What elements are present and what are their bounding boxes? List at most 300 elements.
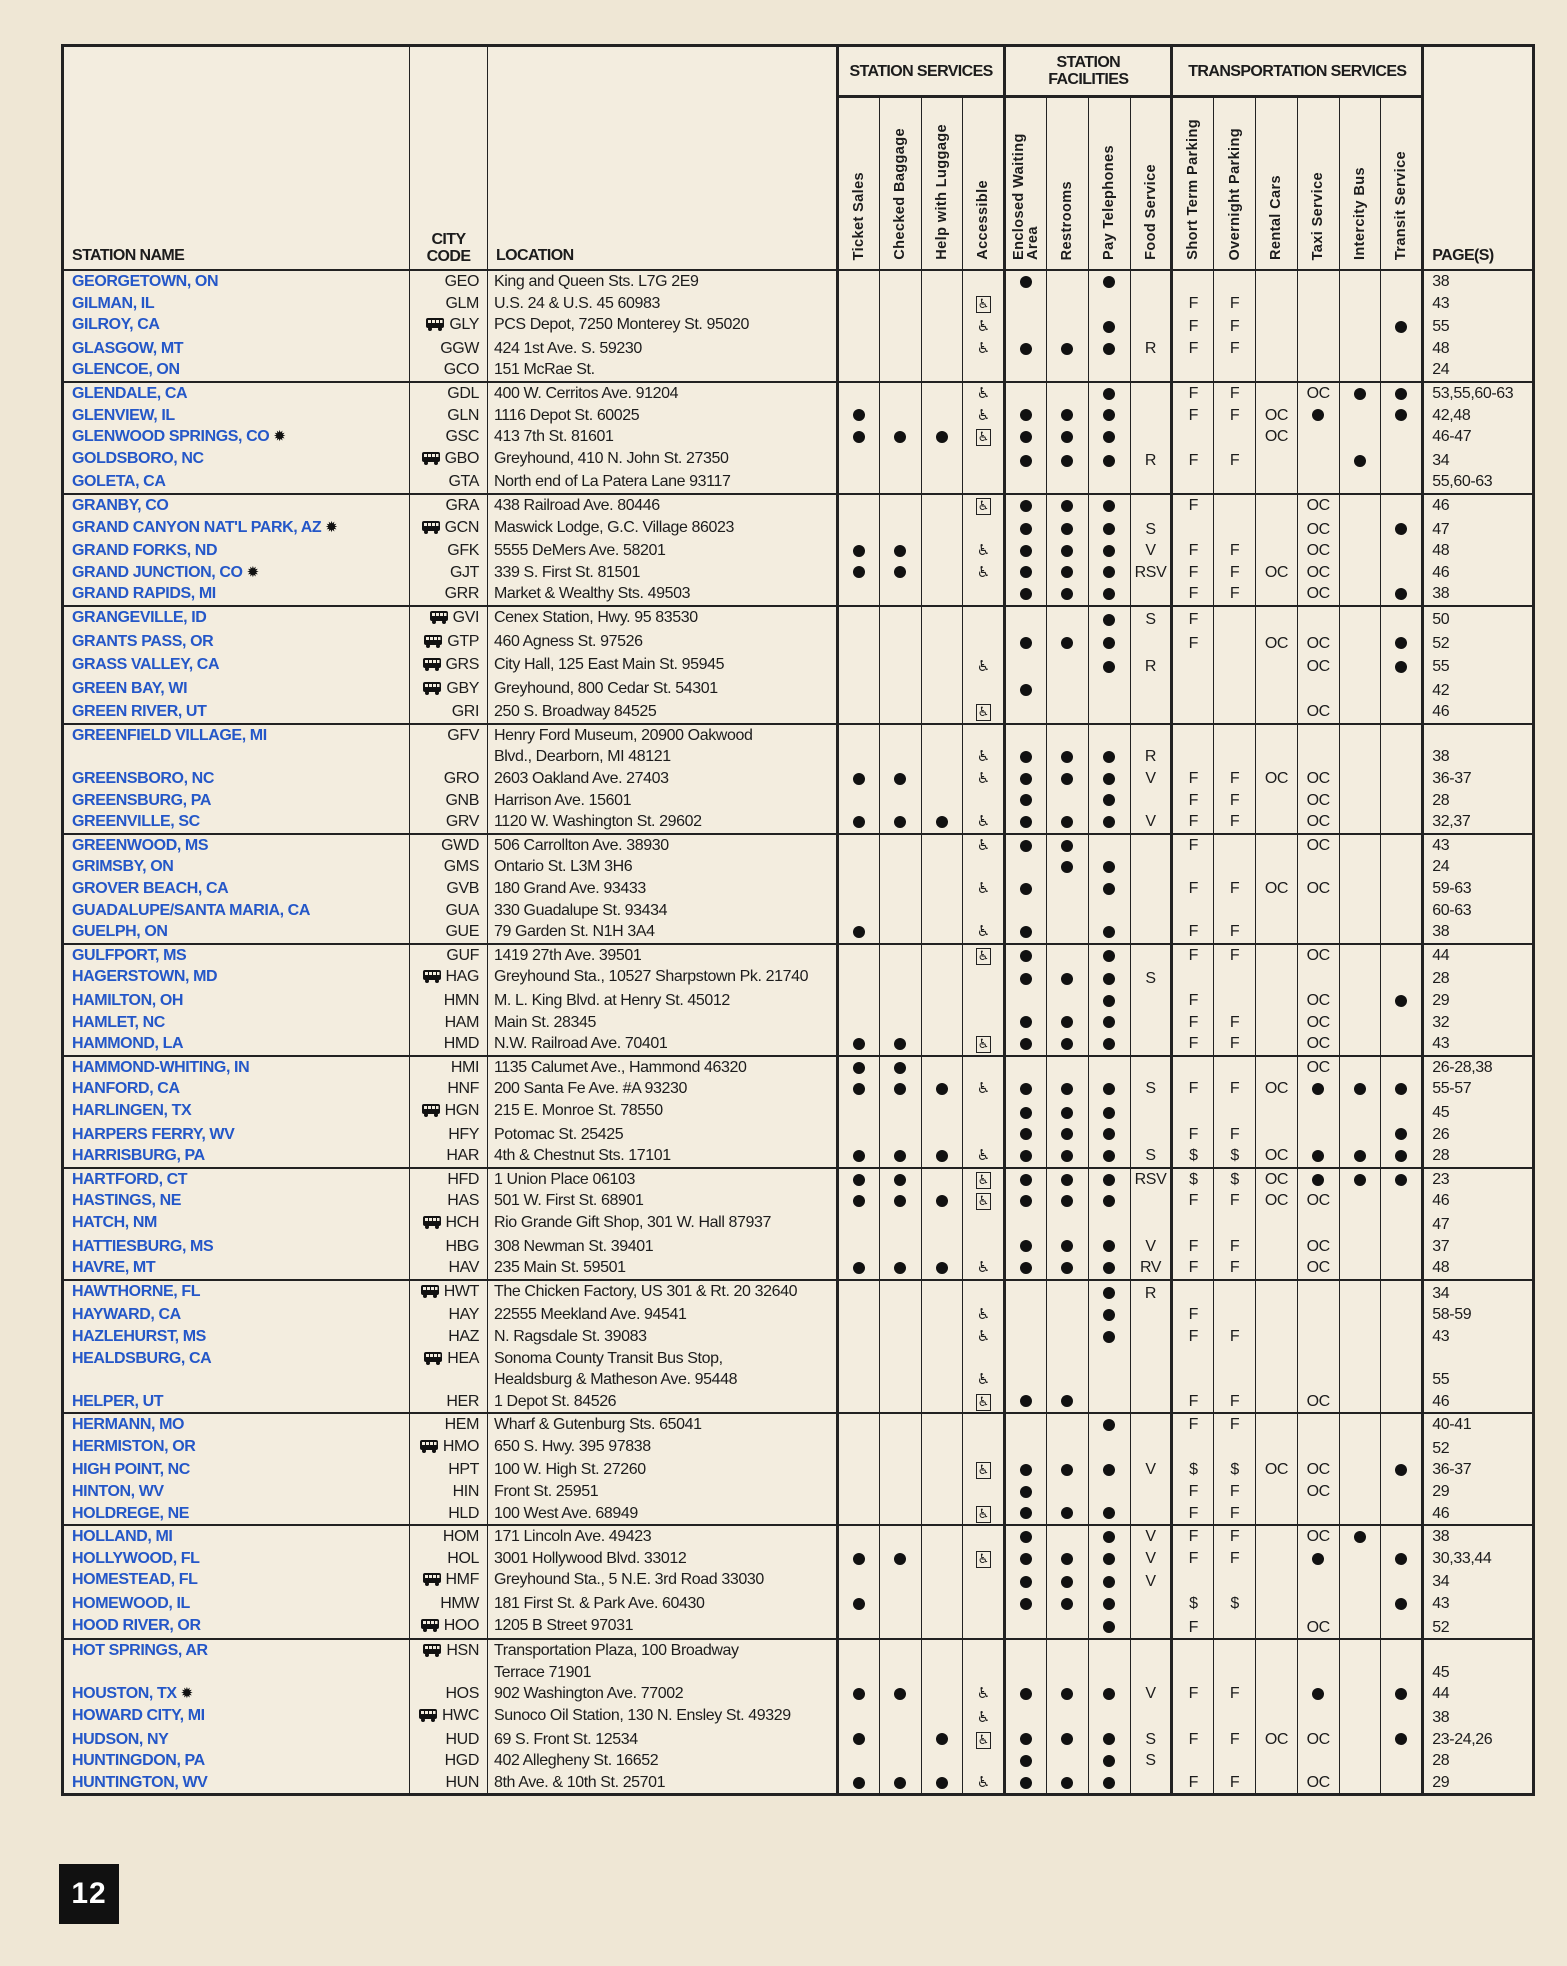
cell-short-term-parking — [1172, 1280, 1214, 1305]
cell-accessible — [963, 359, 1005, 382]
station-name[interactable]: HOUSTON, TX — [72, 1685, 177, 1703]
cell-restrooms — [1047, 1168, 1089, 1191]
cell-pay-telephones — [1088, 1459, 1130, 1481]
table-row — [63, 921, 1534, 944]
cell-restrooms — [1047, 654, 1089, 678]
table-row — [63, 314, 1534, 338]
cell-accessible — [963, 1078, 1005, 1100]
fully-accessible-boxed-icon: ♿ — [977, 1194, 989, 1210]
service-code: F — [1229, 770, 1240, 788]
cell-checked-baggage — [879, 678, 921, 702]
location-cell — [488, 1348, 838, 1391]
cell-intercity-bus — [1339, 1639, 1381, 1683]
station-name[interactable]: GREENSBURG, PA — [72, 791, 212, 809]
available-dot-icon — [1395, 637, 1407, 649]
available-dot-icon — [894, 431, 906, 443]
service-code: OC — [1264, 1730, 1289, 1748]
location-cell — [488, 1280, 838, 1305]
station-name[interactable]: GREENSBORO, NC — [72, 770, 214, 788]
station-name[interactable]: HAMLET, NC — [72, 1013, 165, 1031]
cell-pay-telephones — [1088, 426, 1130, 448]
cell-pay-telephones — [1088, 811, 1130, 834]
station-name[interactable]: HAVRE, MT — [72, 1259, 156, 1277]
cell-pay-telephones — [1088, 1236, 1130, 1258]
available-dot-icon — [1354, 455, 1366, 467]
service-code: OC — [1264, 770, 1289, 788]
cell-transit-service — [1381, 448, 1423, 472]
cell-intercity-bus — [1339, 1593, 1381, 1615]
cell-pay-telephones — [1088, 701, 1130, 724]
station-name[interactable]: GRAND CANYON NAT'L PARK, AZ — [72, 518, 322, 536]
available-dot-icon — [1395, 1174, 1407, 1186]
station-name[interactable]: HOLLYWOOD, FL — [72, 1549, 200, 1567]
cell-enclosed-waiting-area — [1005, 1436, 1047, 1460]
service-code: F — [1188, 836, 1198, 854]
location-line: 400 W. Cerritos Ave. 91204 — [494, 384, 679, 402]
cell-accessible — [963, 1257, 1005, 1280]
cell-food-service — [1130, 790, 1172, 812]
city-code: GEO — [444, 273, 479, 290]
cell-rental-cars — [1256, 517, 1298, 541]
station-name[interactable]: HOMEWOOD, IL — [72, 1595, 190, 1613]
service-code: F — [1188, 634, 1198, 652]
cell-overnight-parking — [1214, 1257, 1256, 1280]
available-dot-icon — [1061, 455, 1073, 467]
cell-enclosed-waiting-area — [1005, 878, 1047, 900]
location-cell — [488, 1569, 838, 1593]
station-name[interactable]: HAZLEHURST, MS — [72, 1327, 206, 1345]
station-name[interactable]: GRANBY, CO — [72, 496, 169, 514]
cell-ticket-sales — [838, 1729, 880, 1751]
available-dot-icon — [894, 1777, 906, 1789]
station-name[interactable]: GREEN BAY, WI — [72, 679, 188, 697]
cell-help-with-luggage — [921, 878, 963, 900]
page-ref: 46 — [1432, 703, 1450, 721]
station-name[interactable]: GILMAN, IL — [72, 294, 155, 312]
cell-checked-baggage — [879, 1236, 921, 1258]
station-group — [63, 944, 1534, 1056]
station-name-cell — [63, 834, 410, 857]
cell-enclosed-waiting-area — [1005, 1326, 1047, 1348]
available-dot-icon — [853, 566, 865, 578]
station-name[interactable]: GUELPH, ON — [72, 923, 168, 941]
cell-taxi-service — [1297, 834, 1339, 857]
city-code: HPT — [448, 1461, 479, 1479]
station-name[interactable]: HEALDSBURG, CA — [72, 1349, 212, 1367]
station-name-cell — [63, 1548, 410, 1570]
available-dot-icon — [1020, 1598, 1032, 1610]
cell-pay-telephones — [1088, 654, 1130, 678]
table-header — [63, 46, 1534, 271]
cell-transit-service — [1381, 494, 1423, 517]
station-name[interactable]: GRANTS PASS, OR — [72, 632, 214, 650]
location-line: Healdsburg & Matheson Ave. 95448 — [494, 1371, 738, 1389]
cell-checked-baggage — [879, 606, 921, 631]
cell-help-with-luggage — [921, 540, 963, 562]
city-code: GNB — [445, 791, 479, 809]
cell-rental-cars — [1256, 448, 1298, 472]
available-dot-icon — [1020, 588, 1032, 600]
cell-food-service — [1130, 1772, 1172, 1795]
service-code: F — [1229, 339, 1240, 357]
cell-overnight-parking — [1214, 921, 1256, 944]
available-dot-icon — [1103, 1576, 1115, 1588]
station-name[interactable]: HUDSON, NY — [72, 1730, 169, 1748]
station-name-cell — [63, 517, 410, 541]
station-name[interactable]: GILROY, CA — [72, 316, 160, 334]
pages-cell — [1423, 1326, 1534, 1348]
cell-overnight-parking — [1214, 1615, 1256, 1640]
station-name[interactable]: GREENWOOD, MS — [72, 836, 209, 854]
cell-rental-cars — [1256, 1257, 1298, 1280]
cell-food-service — [1130, 338, 1172, 360]
cell-food-service — [1130, 1304, 1172, 1326]
location-cell — [488, 1481, 838, 1503]
cell-restrooms — [1047, 1304, 1089, 1326]
location-cell — [488, 790, 838, 812]
cell-accessible — [963, 405, 1005, 427]
station-name[interactable]: HOLDREGE, NE — [72, 1504, 189, 1522]
cell-pay-telephones — [1088, 1413, 1130, 1436]
station-name[interactable]: GUADALUPE/SANTA MARIA, CA — [72, 901, 310, 919]
cell-overnight-parking — [1214, 583, 1256, 606]
station-name[interactable]: HAMILTON, OH — [72, 992, 184, 1009]
header-col-food-service — [1130, 97, 1172, 271]
cell-accessible — [963, 562, 1005, 584]
service-code: OC — [1306, 563, 1330, 581]
location-line: 413 7th St. 81601 — [494, 428, 614, 446]
page-number: 12 — [59, 1864, 119, 1924]
table-row — [63, 1436, 1534, 1460]
service-code: OC — [1264, 1192, 1289, 1210]
cell-intercity-bus — [1339, 1078, 1381, 1100]
page-ref: 52 — [1432, 1618, 1450, 1636]
cell-intercity-bus — [1339, 1729, 1381, 1751]
service-code: OC — [1264, 1147, 1289, 1165]
cell-taxi-service — [1297, 1257, 1339, 1280]
cell-ticket-sales — [838, 966, 880, 990]
station-name[interactable]: GLENCOE, ON — [72, 361, 180, 379]
station-name[interactable]: HELPER, UT — [72, 1392, 164, 1410]
page-ref: 38 — [1432, 923, 1450, 941]
page-ref: 52 — [1432, 634, 1450, 652]
station-name[interactable]: GOLDSBORO, NC — [72, 449, 204, 467]
station-name[interactable]: HERMANN, MO — [72, 1416, 185, 1434]
cell-help-with-luggage — [921, 1012, 963, 1034]
location-cell — [488, 293, 838, 315]
available-dot-icon — [1395, 1083, 1407, 1095]
cell-transit-service — [1381, 900, 1423, 922]
pages-cell — [1423, 1593, 1534, 1615]
cell-rental-cars — [1256, 834, 1298, 857]
cell-overnight-parking — [1214, 448, 1256, 472]
service-code: OC — [1306, 1259, 1330, 1277]
station-name[interactable]: HOT SPRINGS, AR — [72, 1642, 208, 1660]
table-row — [63, 1569, 1534, 1593]
cell-enclosed-waiting-area — [1005, 1481, 1047, 1503]
cell-pay-telephones — [1088, 1100, 1130, 1124]
city-code-cell — [410, 1033, 488, 1056]
station-name[interactable]: GOLETA, CA — [72, 473, 166, 491]
pages-cell — [1423, 811, 1534, 834]
city-code-cell — [410, 790, 488, 812]
header-col-label: Help with Luggage — [933, 124, 950, 260]
location-line: 69 S. Front St. 12534 — [494, 1730, 638, 1748]
cell-enclosed-waiting-area — [1005, 701, 1047, 724]
city-code-cell — [410, 921, 488, 944]
table-row — [63, 724, 1534, 768]
station-name[interactable]: HARRISBURG, PA — [72, 1147, 205, 1165]
cell-accessible — [963, 1012, 1005, 1034]
station-name[interactable]: HAMMOND-WHITING, IN — [72, 1058, 250, 1076]
station-group — [63, 382, 1534, 494]
station-name-cell — [63, 293, 410, 315]
cell-taxi-service — [1297, 405, 1339, 427]
station-name[interactable]: HATTIESBURG, MS — [72, 1237, 214, 1255]
station-name[interactable]: HAWTHORNE, FL — [72, 1282, 201, 1300]
cell-accessible — [963, 811, 1005, 834]
cell-accessible — [963, 944, 1005, 967]
station-name[interactable]: GRAND JUNCTION, CO — [72, 563, 243, 581]
page-ref: 42 — [1432, 681, 1450, 699]
cell-help-with-luggage — [921, 1145, 963, 1168]
station-name[interactable]: GREENVILLE, SC — [72, 813, 200, 831]
station-name-cell — [63, 1078, 410, 1100]
station-name[interactable]: HARTFORD, CT — [72, 1170, 188, 1188]
station-name[interactable]: HIGH POINT, NC — [72, 1461, 190, 1479]
available-dot-icon — [1061, 588, 1073, 600]
station-name-cell — [63, 1705, 410, 1729]
cell-help-with-luggage — [921, 1593, 963, 1615]
available-dot-icon — [1061, 566, 1073, 578]
cell-accessible — [963, 1503, 1005, 1526]
station-name[interactable]: HOMESTEAD, FL — [72, 1571, 198, 1589]
available-dot-icon — [1395, 1464, 1407, 1476]
cell-taxi-service — [1297, 654, 1339, 678]
cell-transit-service — [1381, 944, 1423, 967]
pages-cell — [1423, 631, 1534, 655]
available-dot-icon — [1061, 343, 1073, 355]
pages-cell — [1423, 921, 1534, 944]
city-code-cell — [410, 517, 488, 541]
station-name[interactable]: GRIMSBY, ON — [72, 858, 174, 876]
station-name[interactable]: HOLLAND, MI — [72, 1528, 173, 1546]
station-name[interactable]: HAGERSTOWN, MD — [72, 968, 218, 986]
cell-help-with-luggage — [921, 1525, 963, 1548]
cell-intercity-bus — [1339, 293, 1381, 315]
station-name[interactable]: GRASS VALLEY, CA — [72, 656, 220, 674]
location-line: 151 McRae St. — [494, 361, 595, 379]
city-code: HSN — [446, 1642, 479, 1660]
station-name[interactable]: GEORGETOWN, ON — [72, 273, 219, 290]
city-code-cell — [410, 1348, 488, 1391]
station-name-cell — [63, 1593, 410, 1615]
service-code: OC — [1264, 1080, 1289, 1098]
available-dot-icon — [1061, 1016, 1073, 1028]
station-name[interactable]: HUNTINGDON, PA — [72, 1752, 205, 1770]
station-name[interactable]: HANFORD, CA — [72, 1080, 180, 1098]
location-line: Terrace 71901 — [494, 1663, 592, 1681]
service-code: OC — [1306, 703, 1330, 721]
cell-food-service — [1130, 1124, 1172, 1146]
cell-rental-cars — [1256, 1459, 1298, 1481]
available-dot-icon — [1103, 276, 1115, 288]
cell-restrooms — [1047, 270, 1089, 293]
cell-overnight-parking — [1214, 1033, 1256, 1056]
available-dot-icon — [1020, 1038, 1032, 1050]
station-name[interactable]: GRAND RAPIDS, MI — [72, 585, 216, 603]
cell-overnight-parking — [1214, 606, 1256, 631]
cell-restrooms — [1047, 494, 1089, 517]
station-name[interactable]: GRAND FORKS, ND — [72, 542, 218, 560]
table-row — [63, 1772, 1534, 1795]
cell-transit-service — [1381, 405, 1423, 427]
cell-pay-telephones — [1088, 990, 1130, 1012]
location-line: 1135 Calumet Ave., Hammond 46320 — [494, 1058, 747, 1076]
available-dot-icon — [853, 545, 865, 557]
cell-rental-cars — [1256, 359, 1298, 382]
cell-help-with-luggage — [921, 606, 963, 631]
cell-accessible — [963, 1236, 1005, 1258]
cell-short-term-parking — [1172, 1033, 1214, 1056]
station-name[interactable]: GULFPORT, MS — [72, 946, 187, 964]
page-ref: 43 — [1432, 1595, 1450, 1613]
cell-intercity-bus — [1339, 1033, 1381, 1056]
location-cell — [488, 1525, 838, 1548]
cell-transit-service — [1381, 1729, 1423, 1751]
service-code: S — [1145, 1080, 1156, 1098]
cell-intercity-bus — [1339, 1348, 1381, 1391]
cell-transit-service — [1381, 293, 1423, 315]
cell-overnight-parking — [1214, 1280, 1256, 1305]
station-name[interactable]: GLASGOW, MT — [72, 339, 184, 357]
station-name[interactable]: HERMISTON, OR — [72, 1437, 196, 1455]
page-ref: 28 — [1432, 791, 1450, 809]
cell-enclosed-waiting-area — [1005, 517, 1047, 541]
cell-ticket-sales — [838, 270, 880, 293]
cell-short-term-parking — [1172, 540, 1214, 562]
station-name[interactable]: GLENDALE, CA — [72, 384, 188, 402]
cell-rental-cars — [1256, 382, 1298, 405]
cell-transit-service — [1381, 768, 1423, 790]
station-name-cell — [63, 1569, 410, 1593]
cell-taxi-service — [1297, 724, 1339, 768]
station-name[interactable]: HARPERS FERRY, WV — [72, 1125, 235, 1143]
station-name[interactable]: GROVER BEACH, CA — [72, 880, 229, 898]
bus-icon — [422, 968, 442, 990]
cell-short-term-parking — [1172, 338, 1214, 360]
location-cell — [488, 494, 838, 517]
station-name[interactable]: HOWARD CITY, MI — [72, 1707, 205, 1724]
cell-transit-service — [1381, 1100, 1423, 1124]
available-dot-icon — [1020, 1262, 1032, 1274]
city-code-cell — [410, 1326, 488, 1348]
header-col-label: Checked Baggage — [892, 128, 909, 260]
cell-overnight-parking — [1214, 359, 1256, 382]
cell-short-term-parking — [1172, 1705, 1214, 1729]
station-name[interactable]: GLENVIEW, IL — [72, 406, 175, 424]
station-name-cell — [63, 1168, 410, 1191]
station-name[interactable]: GREENFIELD VILLAGE, MI — [72, 726, 267, 744]
cell-restrooms — [1047, 834, 1089, 857]
station-name-cell — [63, 359, 410, 382]
station-name[interactable]: HAYWARD, CA — [72, 1306, 181, 1324]
cell-help-with-luggage — [921, 448, 963, 472]
available-dot-icon — [853, 926, 865, 938]
cell-enclosed-waiting-area — [1005, 1729, 1047, 1751]
cell-rental-cars — [1256, 1236, 1298, 1258]
cell-pay-telephones — [1088, 1168, 1130, 1191]
location-line: 1205 B Street 97031 — [494, 1616, 634, 1634]
available-dot-icon — [853, 1038, 865, 1050]
station-name[interactable]: HINTON, WV — [72, 1483, 164, 1501]
cell-enclosed-waiting-area — [1005, 1145, 1047, 1168]
station-name[interactable]: HUNTINGTON, WV — [72, 1773, 208, 1791]
available-dot-icon — [1103, 1309, 1115, 1321]
station-name[interactable]: GRANGEVILLE, ID — [72, 608, 207, 626]
cell-ticket-sales — [838, 1280, 880, 1305]
cell-transit-service — [1381, 1459, 1423, 1481]
service-code: F — [1229, 451, 1240, 469]
cell-restrooms — [1047, 1750, 1089, 1772]
station-name[interactable]: HATCH, NM — [72, 1213, 157, 1231]
service-code: F — [1188, 1080, 1198, 1098]
available-dot-icon — [1061, 1195, 1073, 1207]
service-code: F — [1229, 406, 1240, 424]
station-name[interactable]: GREEN RIVER, UT — [72, 703, 207, 721]
cell-checked-baggage — [879, 1481, 921, 1503]
station-name[interactable]: HOOD RIVER, OR — [72, 1616, 201, 1634]
cell-intercity-bus — [1339, 1436, 1381, 1460]
location-cell — [488, 1503, 838, 1526]
cell-pay-telephones — [1088, 966, 1130, 990]
available-dot-icon — [1103, 1598, 1115, 1610]
header-col-accessible — [963, 97, 1005, 271]
city-code-cell — [410, 1548, 488, 1570]
station-name[interactable]: HASTINGS, NE — [72, 1192, 181, 1210]
service-code: F — [1188, 1685, 1198, 1703]
station-name[interactable]: HAMMOND, LA — [72, 1035, 184, 1053]
service-code: OC — [1306, 1192, 1330, 1210]
cell-checked-baggage — [879, 921, 921, 944]
cell-pay-telephones — [1088, 1257, 1130, 1280]
cell-food-service — [1130, 448, 1172, 472]
cell-restrooms — [1047, 606, 1089, 631]
cell-checked-baggage — [879, 1257, 921, 1280]
location-cell — [488, 1124, 838, 1146]
cell-accessible — [963, 1705, 1005, 1729]
station-name-cell — [63, 1525, 410, 1548]
cell-ticket-sales — [838, 1639, 880, 1683]
cell-food-service — [1130, 1569, 1172, 1593]
cell-intercity-bus — [1339, 811, 1381, 834]
station-name-cell — [63, 1772, 410, 1795]
service-code: F — [1188, 610, 1198, 628]
fully-accessible-boxed-icon: ♿ — [977, 296, 989, 312]
available-dot-icon — [853, 1598, 865, 1610]
pages-cell — [1423, 1304, 1534, 1326]
page-ref: 23-24,26 — [1432, 1730, 1493, 1748]
cell-checked-baggage — [879, 654, 921, 678]
page-ref: 43 — [1432, 294, 1450, 312]
cell-restrooms — [1047, 1391, 1089, 1414]
city-code: GUA — [445, 901, 479, 919]
station-name[interactable]: GLENWOOD SPRINGS, CO — [72, 428, 270, 446]
cell-help-with-luggage — [921, 1639, 963, 1683]
station-name[interactable]: HARLINGEN, TX — [72, 1101, 192, 1119]
available-dot-icon — [853, 1777, 865, 1789]
available-dot-icon — [1103, 1777, 1115, 1789]
